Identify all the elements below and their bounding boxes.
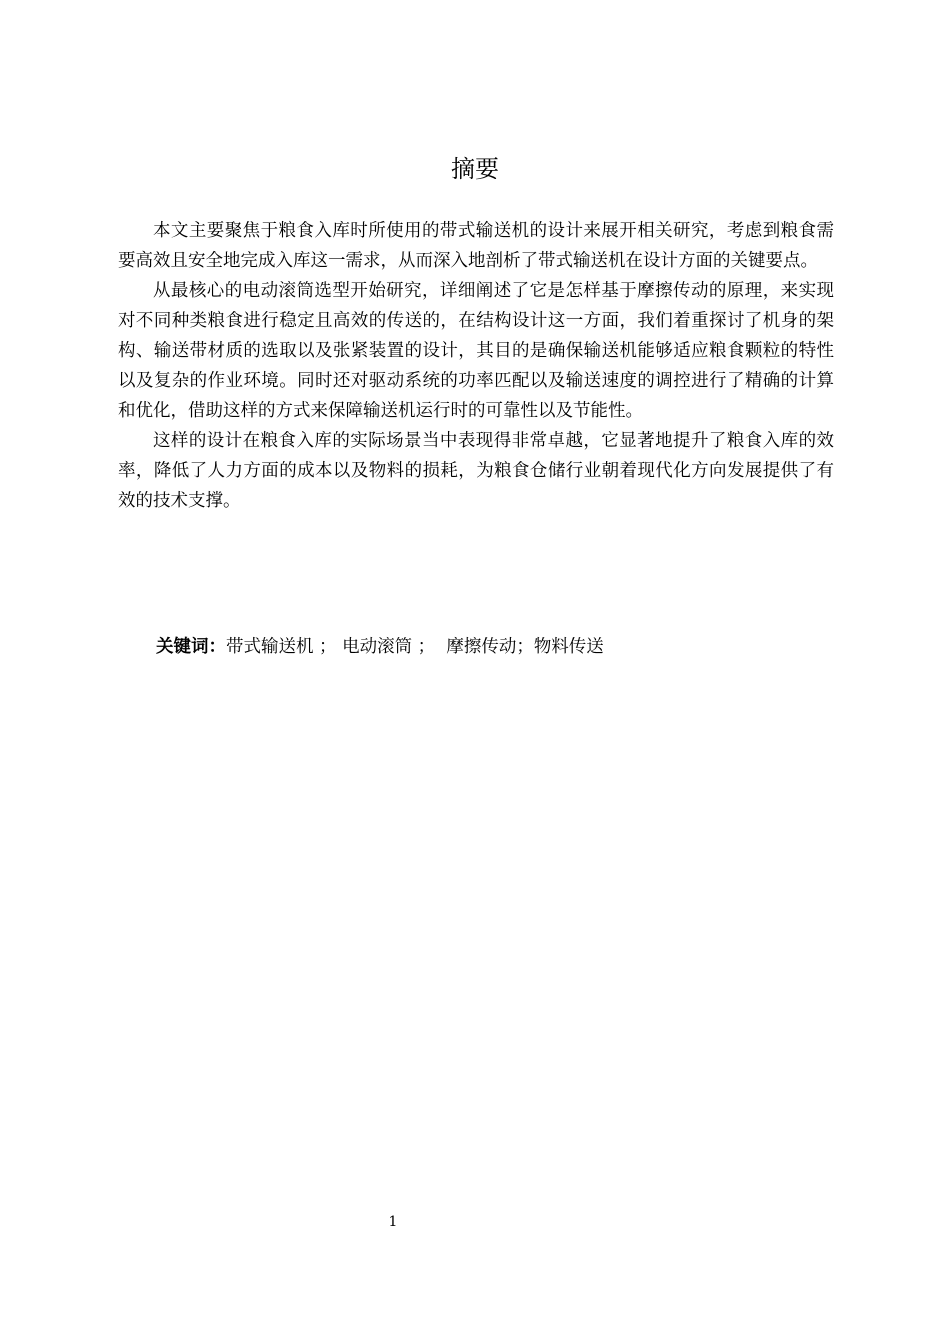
abstract-paragraph-1: 本文主要聚焦于粮食入库时所使用的带式输送机的设计来展开相关研究，考虑到粮食需要高效且安全地完成入库这一需求，从而深入地剖析了带式输送机在设计方面的关键要点。 — [118, 221, 834, 271]
keywords-label: 关键词： — [156, 637, 226, 657]
abstract-body — [118, 216, 834, 516]
abstract-paragraph-2: 从最核心的电动滚筒选型开始研究，详细阐述了它是怎样基于摩擦传动的原理，来实现对不同种类粮食进行稳定且高效的传送的，在结构设计这一方面，我们着重探讨了机身的架构、输送带材质的选取以及张紧装置的设计，其目的是确保输送机能够适应粮食颗粒的特性以及复杂的作业环境。同时还对驱动系统的功率匹配以及输送速度的调控进行了精确的计算和优化，借助这样的方式来保障输送机运行时的可靠性以及节能性。 — [118, 281, 834, 421]
keywords-line — [156, 632, 836, 662]
page-title: 摘要 — [451, 155, 499, 183]
page-number: 1 — [388, 1214, 398, 1230]
abstract-paragraph-3: 这样的设计在粮食入库的实际场景当中表现得非常卓越，它显著地提升了粮食入库的效率，降低了人力方面的成本以及物料的损耗，为粮食仓储行业朝着现代化方向发展提供了有效的技术支撑。 — [118, 431, 834, 511]
keywords-text: 带式输送机 ； 电动滚筒 ； 摩擦传动；物料传送 — [226, 637, 604, 657]
